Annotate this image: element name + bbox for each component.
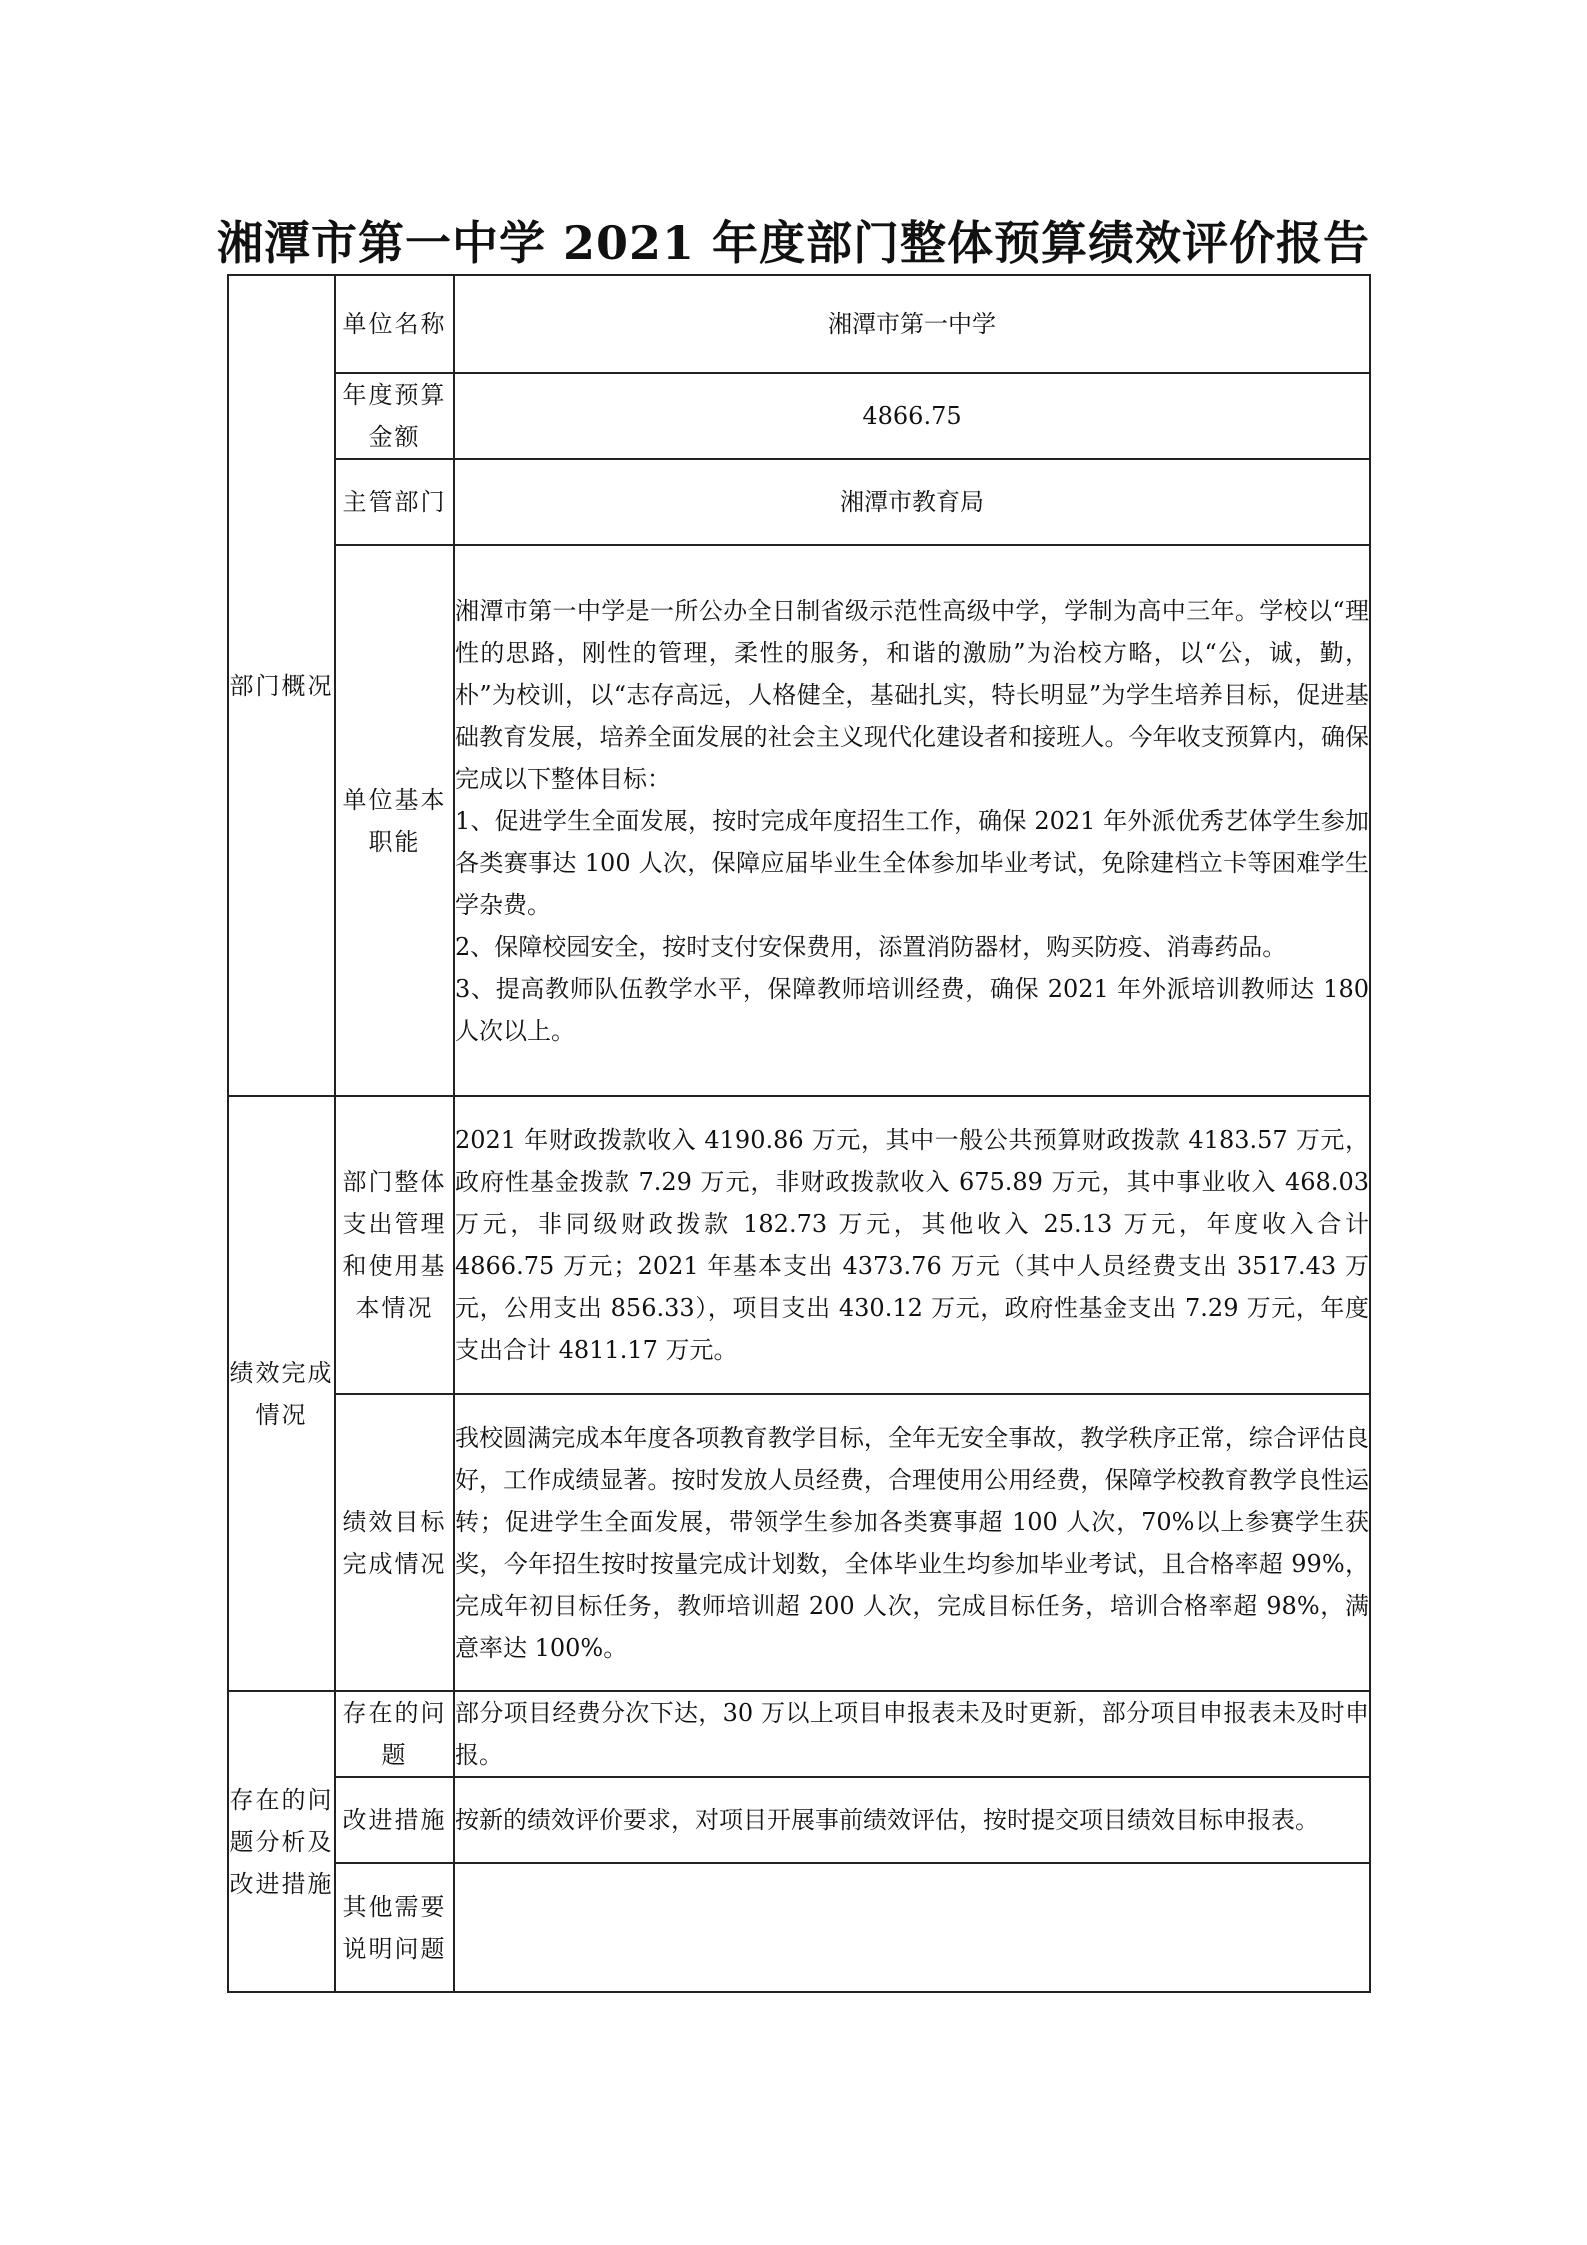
function-label: 单位基本职能 [335,545,454,1096]
authority-value: 湘潭市教育局 [454,459,1370,545]
problems-content: 部分项目经费分次下达，30 万以上项目申报表未及时更新，部分项目申报表未及时申报。 [454,1691,1370,1777]
page-title: 湘潭市第一中学 2021 年度部门整体预算绩效评价报告 [216,216,1371,270]
authority-label: 主管部门 [335,459,454,545]
row-other [228,1863,1370,1992]
problems-label: 存在的问题 [335,1691,454,1777]
report-table [227,274,1371,1993]
function-paragraph-3: 3、提高教师队伍教学水平，保障教师培训经费，确保 2021 年外派培训教师达 180 人次以上。 [455,974,1369,1045]
category-issues: 存在的问题分析及改进措施 [228,1691,335,1992]
function-paragraph-1: 1、促进学生全面发展，按时完成年度招生工作，确保 2021 年外派优秀艺体学生参加各类赛事达 100 人次，保障应届毕业生全体参加毕业考试，免除建档立卡等困难学生学杂费。 [455,806,1369,919]
other-content [454,1863,1370,1992]
spending-content: 2021 年财政拨款收入 4190.86 万元，其中一般公共预算财政拨款 4183.57 万元，政府性基金拨款 7.29 万元，非财政拨款收入 675.89 万元，其中事业收入 468.03 万元，非同级财政拨款 182.73 万元，其他收入 25.13 万元，年度收入合计 4866.75 万元；2021 年基本支出 4373.76 万元（其中人员经费支出 3517.43 万元，公用支出 856.33），项目支出 430.12 万元，政府性基金支出 7.29 万元，年度支出合计 4811.17 万元。 [454,1096,1370,1394]
other-label: 其他需要说明问题 [335,1863,454,1992]
function-paragraph-2: 2、保障校园安全，按时支付安保费用，添置消防器材，购买防疫、消毒药品。 [455,932,1287,961]
goals-content: 我校圆满完成本年度各项教育教学目标，全年无安全事故，教学秩序正常，综合评估良好，工作成绩显著。按时发放人员经费，合理使用公用经费，保障学校教育教学良性运转；促进学生全面发展，带领学生参加各类赛事超 100 人次，70%以上参赛学生获奖，今年招生按时按量完成计划数，全体毕业生均参加毕业考试，且合格率超 99%，完成年初目标任务，教师培训超 200 人次，完成目标任务，培训合格率超 98%，满意率达 100%。 [454,1394,1370,1691]
category-overview: 部门概况 [228,275,335,1096]
row-goals [228,1394,1370,1691]
function-paragraph-intro: 湘潭市第一中学是一所公办全日制省级示范性高级中学，学制为高中三年。学校以“理性的思路，刚性的管理，柔性的服务，和谐的激励”为治校方略，以“公，诚，勤，朴”为校训，以“志存高远，人格健全，基础扎实，特长明显”为学生培养目标，促进基础教育发展，培养全面发展的社会主义现代化建设者和接班人。今年收支预算内，确保完成以下整体目标： [455,596,1369,793]
row-measures [228,1777,1370,1863]
row-budget [228,373,1370,459]
row-unit-name [228,275,1370,373]
row-authority [228,459,1370,545]
row-spending [228,1096,1370,1394]
measures-label: 改进措施 [335,1777,454,1863]
function-content [454,545,1370,1096]
goals-label: 绩效目标完成情况 [335,1394,454,1691]
spending-label: 部门整体支出管理和使用基本情况 [335,1096,454,1394]
row-problems [228,1691,1370,1777]
category-performance: 绩效完成情况 [228,1096,335,1691]
row-function [228,545,1370,1096]
measures-content: 按新的绩效评价要求，对项目开展事前绩效评估，按时提交项目绩效目标申报表。 [454,1777,1370,1863]
budget-label: 年度预算金额 [335,373,454,459]
unit-name-label: 单位名称 [335,275,454,373]
budget-value: 4866.75 [454,373,1370,459]
unit-name-value: 湘潭市第一中学 [454,275,1370,373]
